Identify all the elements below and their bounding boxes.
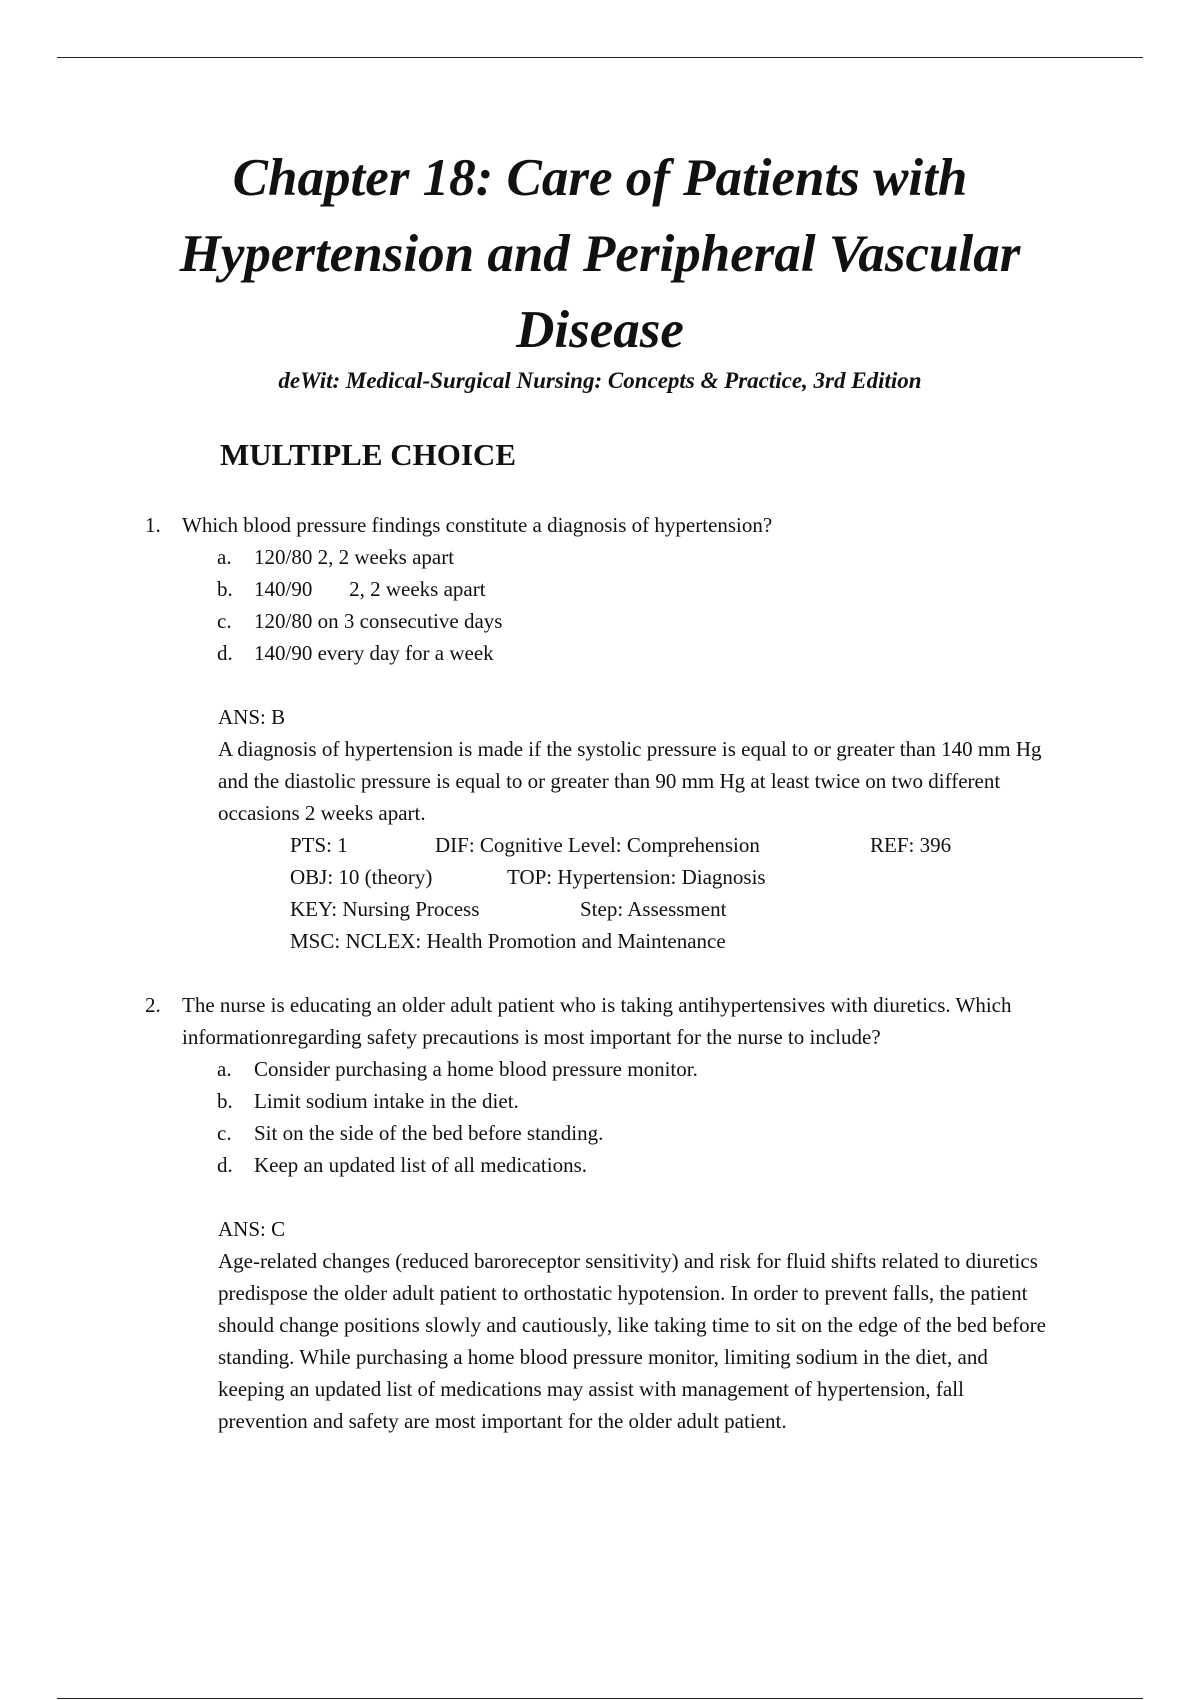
rationale-text: Age-related changes (reduced baroreceptor sensitivity) and risk for fluid shifts related to diuretics predispose the older adult patient to orthostatic hypotension. In order to prevent falls, the patient should change positions slowly and cautiously, like taking time to sit on the edge of the bed before standing. While purchasing a home blood pressure monitor, limiting sodium in the diet, and keeping an updated list of medications may assist with management of hypertension, fall prevention and safety are most important for the older adult patient. (218, 1249, 1046, 1433)
question-text: The nurse is educating an older adult patient who is taking antihypertensives with diuretics. Which informationregarding safety precautions is most important for the nurse to include? (182, 993, 1012, 1049)
option-letter: c. (217, 609, 232, 633)
answer-key: ANS: C (218, 1217, 286, 1241)
question-text: Which blood pressure findings constitute a diagnosis of hypertension? (182, 513, 773, 537)
section-heading: MULTIPLE CHOICE (220, 437, 516, 472)
option-text: Keep an updated list of all medications. (254, 1153, 587, 1177)
answer-block (145, 1213, 1065, 1437)
option-letter: d. (217, 1153, 233, 1177)
bottom-rule (57, 1698, 1143, 1699)
option-c (217, 1117, 1065, 1149)
option-letter: a. (217, 1057, 232, 1081)
option-text: Limit sodium intake in the diet. (254, 1089, 519, 1113)
option-text: 120/80 on 3 consecutive days (254, 609, 503, 633)
option-text: 120/80 2, 2 weeks apart (254, 545, 455, 569)
option-list (145, 541, 1065, 669)
option-b (217, 573, 1065, 605)
option-c (217, 605, 1065, 637)
option-text: Consider purchasing a home blood pressure monitor. (254, 1057, 698, 1081)
option-text: 140/90 2, 2 weeks apart (254, 577, 486, 601)
option-letter: d. (217, 641, 233, 665)
book-subtitle: deWit: Medical-Surgical Nursing: Concepts & Practice, 3rd Edition (278, 368, 922, 393)
question-number: 1. (145, 513, 161, 537)
question-metadata (218, 829, 1065, 957)
option-letter: a. (217, 545, 232, 569)
step-label: Step: Assessment (580, 897, 727, 921)
option-b (217, 1085, 1065, 1117)
question-2 (145, 989, 1065, 1437)
answer-block (145, 701, 1065, 957)
key-label: KEY: Nursing Process (290, 897, 480, 921)
option-d (217, 637, 1065, 669)
option-a (217, 1053, 1065, 1085)
option-d (217, 1149, 1065, 1181)
question-stem (145, 509, 1065, 541)
option-letter: b. (217, 577, 233, 601)
question-1 (145, 509, 1065, 957)
objective-label: OBJ: 10 (theory) (290, 865, 433, 889)
top-rule (57, 57, 1143, 58)
option-letter: c. (217, 1121, 232, 1145)
topic-label: TOP: Hypertension: Diagnosis (507, 865, 766, 889)
answer-key: ANS: B (218, 705, 286, 729)
reference-label: REF: 396 (870, 833, 952, 857)
msc-label: MSC: NCLEX: Health Promotion and Maintenance (290, 929, 726, 953)
question-stem (145, 989, 1065, 1053)
rationale-text: A diagnosis of hypertension is made if the systolic pressure is equal to or greater than 140 mm Hg and the diastolic pressure is equal to or greater than 90 mm Hg at least twice on two different occasions 2 weeks apart. (218, 737, 1042, 825)
option-letter: b. (217, 1089, 233, 1113)
option-list (145, 1053, 1065, 1181)
option-a (217, 541, 1065, 573)
option-text: 140/90 every day for a week (254, 641, 494, 665)
option-text: Sit on the side of the bed before standing. (254, 1121, 604, 1145)
question-number: 2. (145, 993, 161, 1017)
chapter-title: Chapter 18: Care of Patients with Hypertension and Peripheral Vascular Disease (179, 149, 1021, 359)
points-label: PTS: 1 (290, 833, 348, 857)
difficulty-label: DIF: Cognitive Level: Comprehension (435, 833, 760, 857)
